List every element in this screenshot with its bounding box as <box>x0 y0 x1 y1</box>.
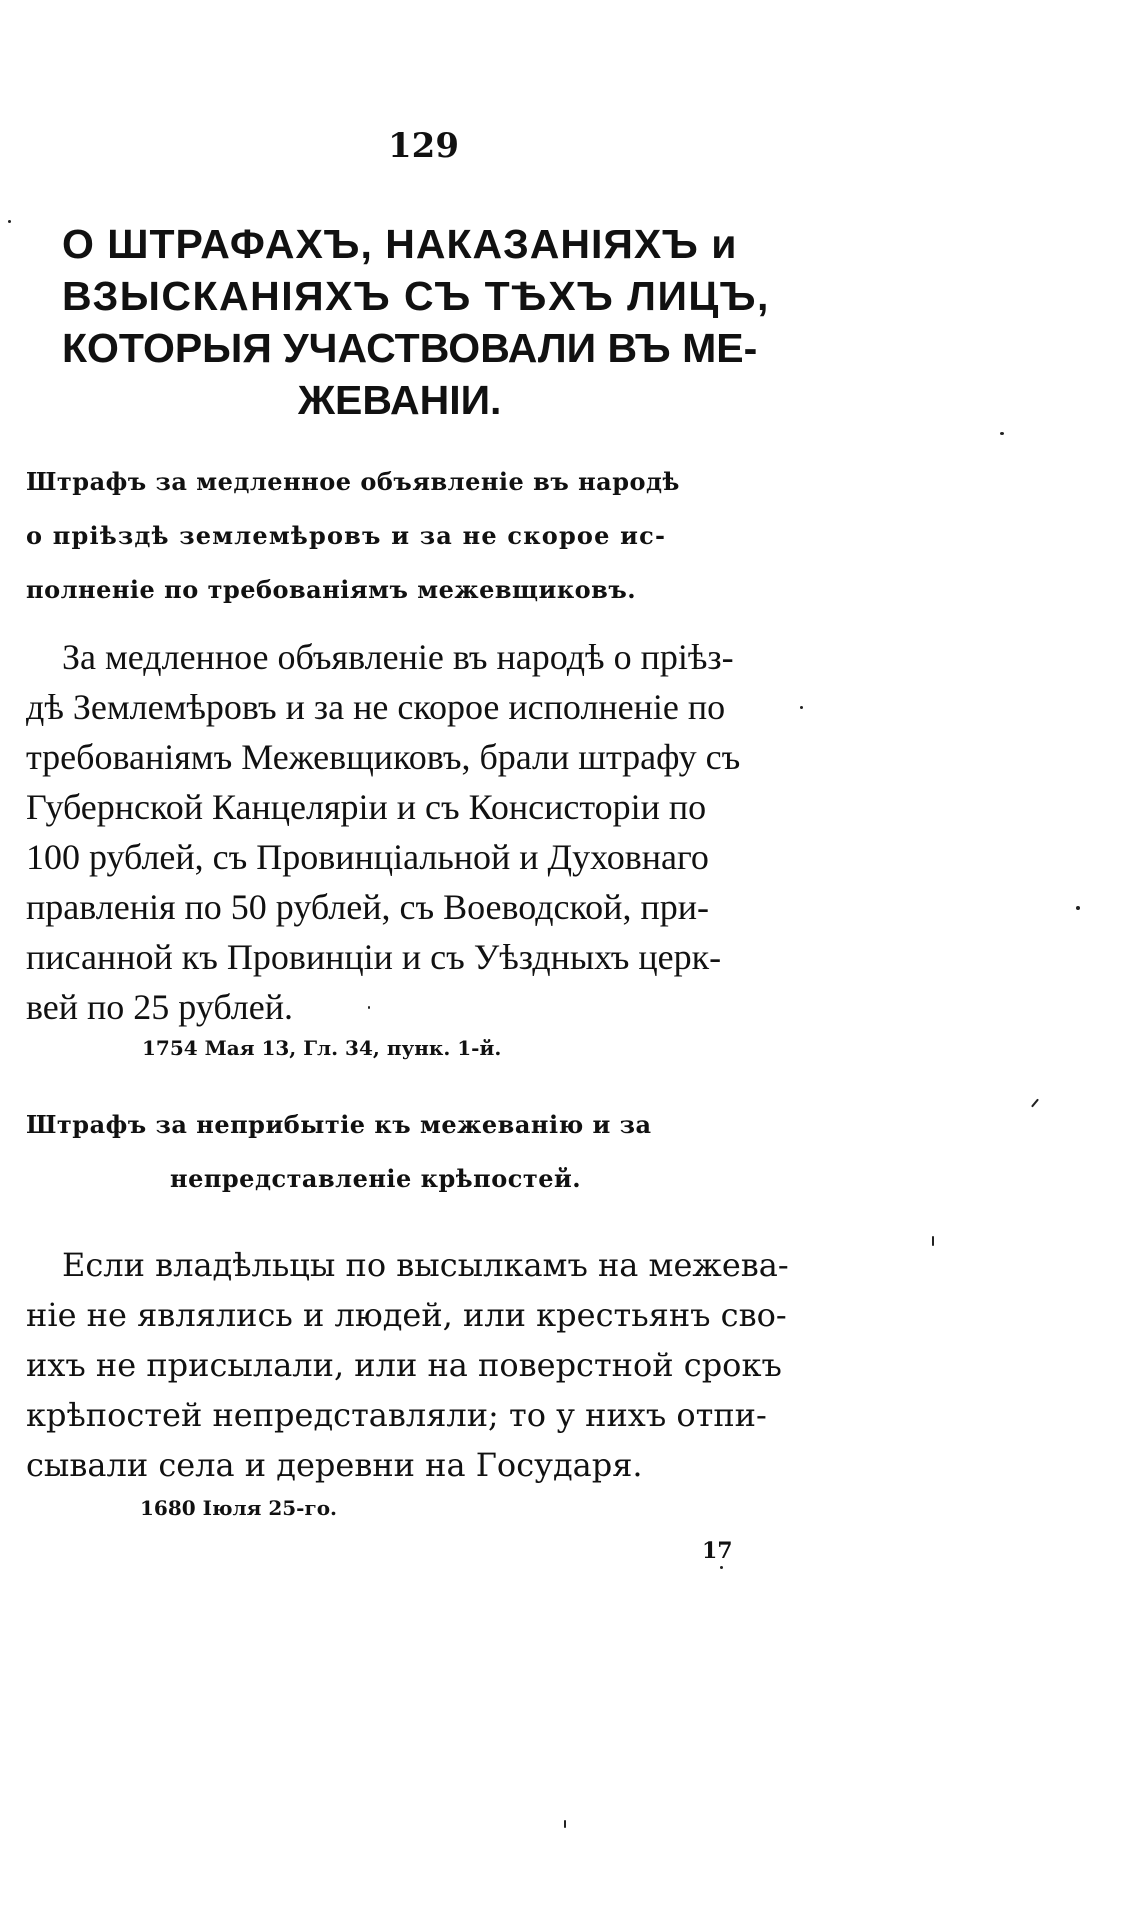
section-heading-line: о пріѣздѣ землемѣровъ и за не скорое ис- <box>26 521 667 550</box>
body-line: ніе не являлись и людей, или крестьянъ сво- <box>26 1296 787 1334</box>
body-line: 100 рублей, съ Провинціальной и Духовнаго <box>26 837 709 877</box>
section-heading-line: Штрафъ за неприбытіе къ межеванію и за <box>26 1110 652 1139</box>
section-heading-line: непредставленіе крѣпостей. <box>170 1164 582 1193</box>
section-body <box>26 1240 796 1490</box>
main-heading-line: О ШТРАФАХЪ, НАКАЗАНІЯХЪ и <box>62 221 738 267</box>
main-heading <box>62 218 770 426</box>
body-line: вей по 25 рублей. <box>26 987 293 1027</box>
body-line: дѣ Землемѣровъ и за не скорое исполненіе по <box>26 687 726 727</box>
main-heading-line: КОТОРЫЯ УЧАСТВОВАЛИ ВЪ МЕ- <box>62 325 758 371</box>
citation: 1680 Іюля 25-го. <box>140 1496 338 1520</box>
body-line: крѣпостей непредставляли; то у нихъ отпи- <box>26 1396 767 1434</box>
main-heading-line: ЖЕВАНІИ. <box>298 377 502 423</box>
body-line: Губернской Канцеляріи и съ Консисторіи по <box>26 787 707 827</box>
body-line: За медленное объявленіе въ народѣ о пріѣз- <box>62 637 734 677</box>
body-line: Если владѣльцы по высылкамъ на межева- <box>62 1246 789 1284</box>
section-body <box>26 632 796 1032</box>
scan-speck <box>1031 1099 1039 1108</box>
scan-speck <box>800 706 803 709</box>
scan-speck <box>1000 432 1004 435</box>
main-heading-line: ВЗЫСКАНІЯХЪ СЪ ТѢХЪ ЛИЦЪ, <box>62 273 770 319</box>
body-line: сывали села и деревни на Государя. <box>26 1446 643 1484</box>
scan-speck <box>8 220 11 223</box>
section-heading-line: Штрафъ за медленное объявленіе въ народѣ <box>26 467 680 496</box>
body-line: ихъ не присылали, или на поверстной срокъ <box>26 1346 782 1384</box>
body-line: требованіямъ Межевщиковъ, брали штрафу съ <box>26 737 741 777</box>
section-heading-line: полненіе по требованіямъ межевщиковъ. <box>26 575 637 604</box>
signature-mark: 17 <box>702 1538 733 1564</box>
section-heading <box>26 455 680 617</box>
scan-speck <box>1076 906 1080 910</box>
scan-speck <box>932 1236 934 1246</box>
page-number: 129 <box>388 126 459 166</box>
scan-speck <box>564 1820 566 1828</box>
scan-speck <box>720 1566 723 1569</box>
body-line: писанной къ Провинціи и съ Уѣздныхъ церк- <box>26 937 722 977</box>
citation: 1754 Мая 13, Гл. 34, пунк. 1-й. <box>142 1036 502 1060</box>
section-heading <box>26 1098 652 1206</box>
body-line: правленія по 50 рублей, съ Воеводской, при- <box>26 887 709 927</box>
scan-speck <box>368 1006 370 1009</box>
